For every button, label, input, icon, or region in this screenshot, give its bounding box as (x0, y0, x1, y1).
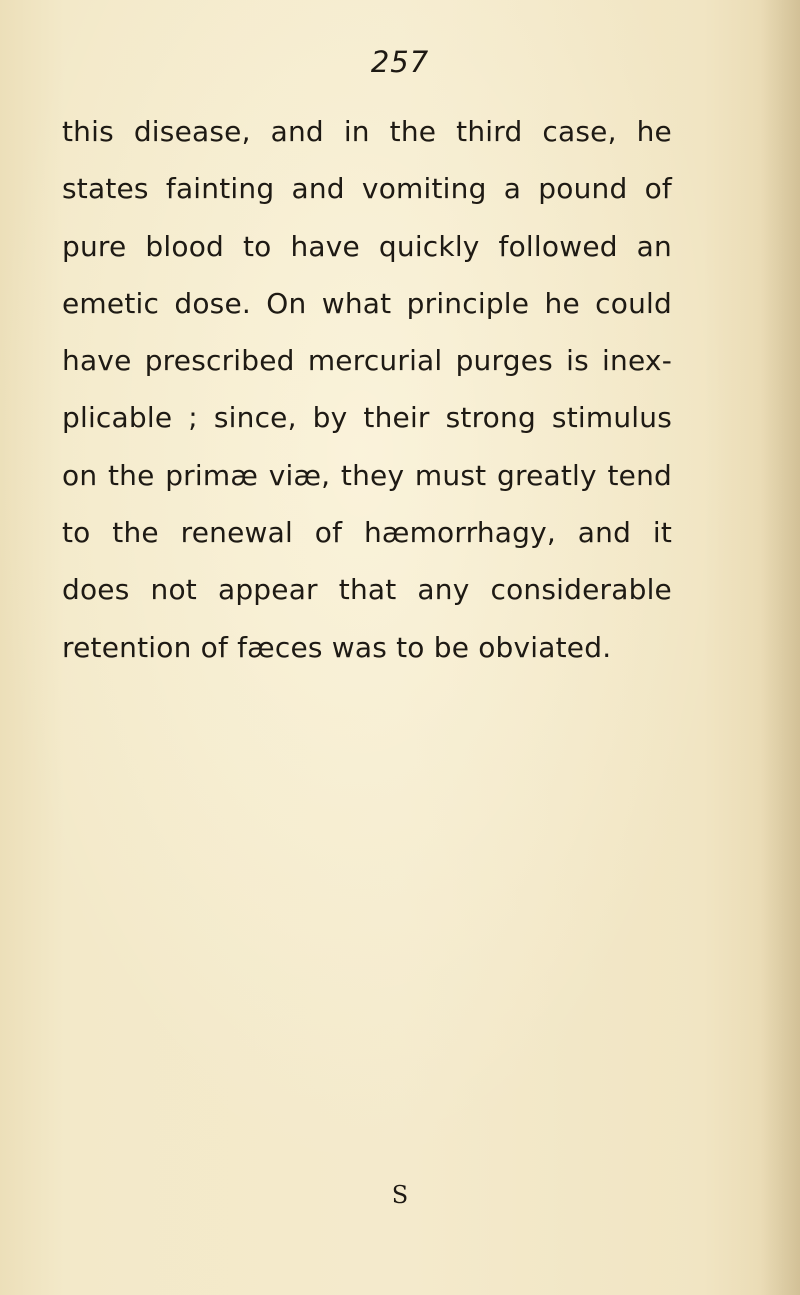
text-line: emetic dose. On what principle he could (62, 286, 672, 320)
text-line: states fainting and vomiting a pound of (62, 172, 672, 206)
body-text (62, 103, 672, 676)
text-line: pure blood to have quickly followed an (62, 229, 672, 263)
text-line: plicable ; since, by their strong stimulus (62, 401, 672, 435)
text-line: this disease, and in the third case, he (62, 115, 672, 148)
text-line: does not appear that any considerable (62, 573, 672, 607)
signature-mark: S (391, 1181, 409, 1209)
text-line: on the primæ viæ, they must greatly tend (62, 458, 672, 492)
text-line: to the renewal of hæmorrhagy, and it (62, 516, 672, 550)
text-line: retention of fæces was to be obviated. (62, 630, 612, 664)
page-edge-shadow (760, 0, 800, 1295)
text-line: have prescribed mercurial purges is inex- (62, 344, 672, 378)
page-number: 257 (370, 45, 430, 79)
